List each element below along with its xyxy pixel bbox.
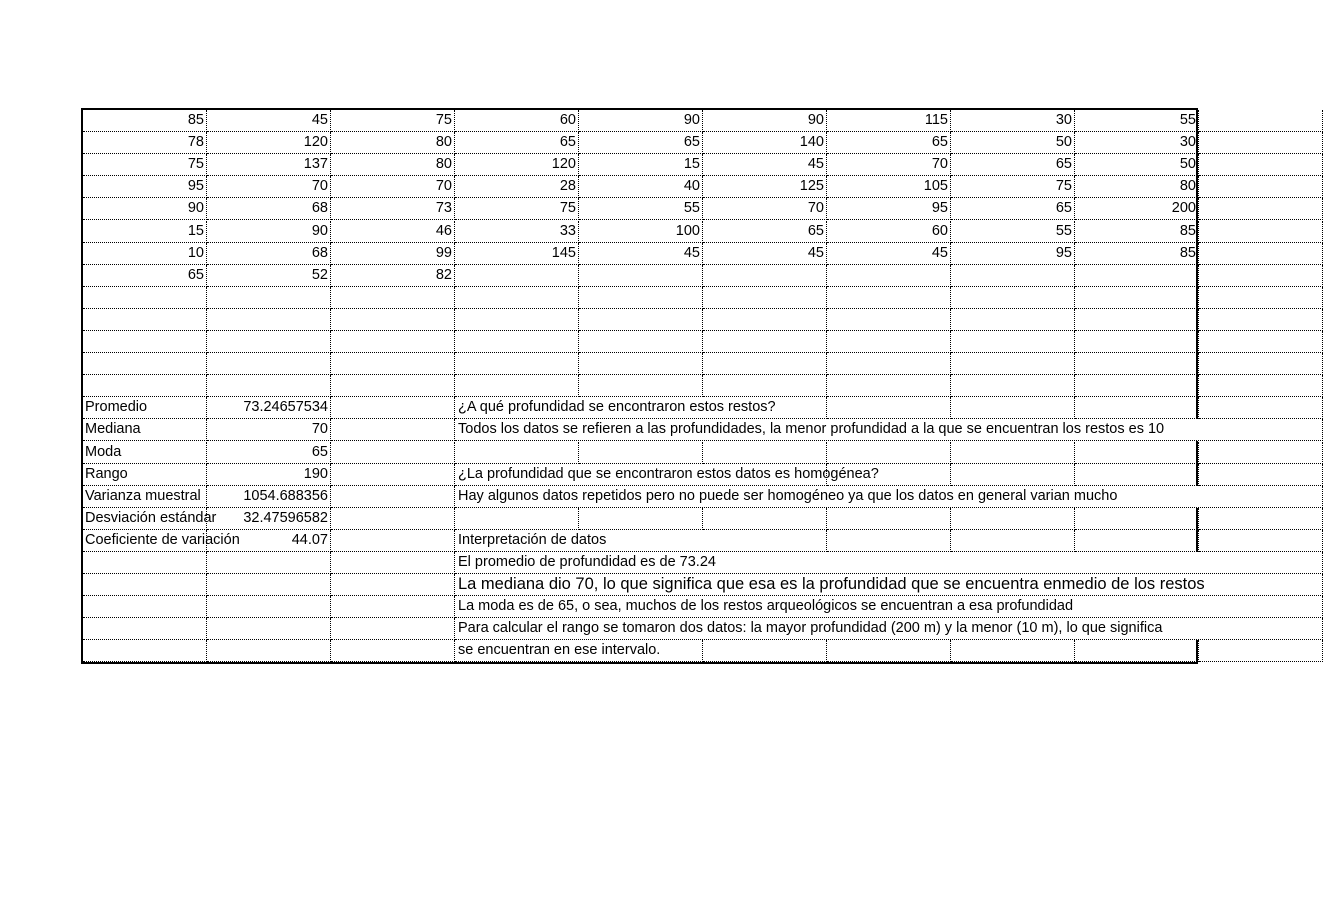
sheet-row xyxy=(83,154,1283,176)
sheet-cell[interactable] xyxy=(827,309,951,331)
sheet-row xyxy=(83,198,1283,220)
sheet-cell[interactable] xyxy=(1199,110,1323,132)
sheet-row xyxy=(83,309,1283,331)
sheet-cell[interactable] xyxy=(1199,287,1323,309)
sheet-cell[interactable] xyxy=(1199,243,1323,265)
depth-value-cell[interactable]: 10 xyxy=(83,243,207,265)
depth-value-cell[interactable]: 70 xyxy=(331,176,455,198)
stat-value-cell[interactable]: 73.24657534 xyxy=(207,397,331,419)
sheet-cell[interactable] xyxy=(703,353,827,375)
sheet-cell[interactable] xyxy=(207,309,331,331)
sheet-cell[interactable] xyxy=(207,574,331,596)
depth-value-cell[interactable]: 68 xyxy=(207,243,331,265)
depth-value-cell[interactable]: 137 xyxy=(207,154,331,176)
sheet-cell[interactable] xyxy=(951,640,1075,662)
sheet-cell[interactable] xyxy=(1199,574,1323,596)
depth-value-cell[interactable]: 95 xyxy=(951,243,1075,265)
sheet-cell[interactable] xyxy=(207,596,331,618)
sheet-cell[interactable] xyxy=(827,530,951,552)
sheet-cell[interactable] xyxy=(951,464,1075,486)
depth-value-cell[interactable]: 90 xyxy=(207,221,331,243)
stat-value-cell[interactable]: 44.07 xyxy=(207,530,331,552)
sheet-row xyxy=(83,640,1283,662)
sheet-cell[interactable] xyxy=(331,618,455,640)
sheet-cell[interactable] xyxy=(1075,442,1199,464)
sheet-cell[interactable] xyxy=(579,442,703,464)
sheet-cell[interactable] xyxy=(331,486,455,508)
sheet-cell[interactable] xyxy=(83,618,207,640)
depth-value-cell[interactable]: 80 xyxy=(331,154,455,176)
depth-value-cell[interactable]: 65 xyxy=(703,221,827,243)
note-text: ¿A qué profundidad se encontraron estos restos? xyxy=(455,397,827,419)
sheet-cell[interactable] xyxy=(1075,309,1199,331)
sheet-cell[interactable] xyxy=(455,309,579,331)
note-text: se encuentran en ese intervalo. xyxy=(455,640,703,662)
sheet-row xyxy=(83,508,1283,530)
depth-value-cell[interactable]: 70 xyxy=(827,154,951,176)
sheet-cell[interactable] xyxy=(83,309,207,331)
stat-value-cell[interactable]: 1054.688356 xyxy=(207,486,331,508)
sheet-row xyxy=(83,132,1283,154)
sheet-cell[interactable] xyxy=(1199,442,1323,464)
sheet-cell[interactable] xyxy=(331,464,455,486)
depth-value-cell[interactable]: 100 xyxy=(579,221,703,243)
depth-value-cell[interactable]: 55 xyxy=(951,221,1075,243)
sheet-cell[interactable] xyxy=(207,552,331,574)
depth-value-cell[interactable]: 75 xyxy=(83,154,207,176)
sheet-cell[interactable] xyxy=(331,419,455,441)
sheet-cell[interactable] xyxy=(827,331,951,353)
sheet-row xyxy=(83,353,1283,375)
sheet-cell[interactable] xyxy=(951,331,1075,353)
depth-value-cell[interactable]: 45 xyxy=(703,154,827,176)
depth-value-cell[interactable]: 30 xyxy=(1075,132,1199,154)
sheet-cell[interactable] xyxy=(1199,596,1323,618)
depth-value-cell[interactable]: 52 xyxy=(207,265,331,287)
depth-value-cell[interactable]: 200 xyxy=(1075,198,1199,220)
sheet-row xyxy=(83,265,1283,287)
depth-value-cell[interactable]: 65 xyxy=(951,154,1075,176)
sheet-row xyxy=(83,486,1283,508)
depth-value-cell[interactable] xyxy=(951,265,1075,287)
depth-value-cell[interactable]: 28 xyxy=(455,176,579,198)
sheet-cell[interactable] xyxy=(331,287,455,309)
sheet-cell[interactable] xyxy=(331,375,455,397)
sheet-cell[interactable] xyxy=(1199,640,1323,662)
sheet-row xyxy=(83,221,1283,243)
depth-value-cell[interactable]: 95 xyxy=(83,176,207,198)
sheet-cell[interactable] xyxy=(703,640,827,662)
sheet-row xyxy=(83,243,1283,265)
depth-value-cell[interactable]: 90 xyxy=(83,198,207,220)
sheet-cell[interactable] xyxy=(1075,530,1199,552)
sheet-cell[interactable] xyxy=(579,331,703,353)
sheet-cell[interactable] xyxy=(951,287,1075,309)
sheet-cell[interactable] xyxy=(579,309,703,331)
depth-value-cell[interactable]: 65 xyxy=(83,265,207,287)
depth-value-cell[interactable]: 15 xyxy=(83,221,207,243)
depth-value-cell[interactable]: 99 xyxy=(331,243,455,265)
sheet-cell[interactable] xyxy=(1075,375,1199,397)
spreadsheet xyxy=(81,108,1205,664)
sheet-cell[interactable] xyxy=(1199,397,1323,419)
depth-value-cell[interactable]: 140 xyxy=(703,132,827,154)
sheet-cell[interactable] xyxy=(1199,132,1323,154)
depth-value-cell[interactable]: 50 xyxy=(1075,154,1199,176)
depth-value-cell[interactable]: 55 xyxy=(1075,110,1199,132)
depth-value-cell[interactable] xyxy=(455,265,579,287)
depth-value-cell[interactable] xyxy=(1075,265,1199,287)
sheet-cell[interactable] xyxy=(951,442,1075,464)
sheet-cell[interactable] xyxy=(827,640,951,662)
sheet-cell[interactable] xyxy=(455,442,579,464)
sheet-cell[interactable] xyxy=(83,353,207,375)
note-text: La moda es de 65, o sea, muchos de los restos arqueológicos se encuentran a esa profundidad xyxy=(455,596,1215,618)
note-text: La mediana dio 70, lo que significa que esa es la profundidad que se encuentra enmedio de los restos xyxy=(455,574,1215,596)
depth-value-cell[interactable]: 90 xyxy=(579,110,703,132)
depth-value-cell[interactable]: 15 xyxy=(579,154,703,176)
sheet-cell[interactable] xyxy=(951,530,1075,552)
depth-value-cell[interactable]: 65 xyxy=(579,132,703,154)
stat-label-cell[interactable]: Mediana xyxy=(83,419,207,441)
depth-value-cell[interactable]: 68 xyxy=(207,198,331,220)
stat-label-cell[interactable]: Rango xyxy=(83,464,207,486)
sheet-cell[interactable] xyxy=(1199,353,1323,375)
sheet-cell[interactable] xyxy=(827,397,951,419)
sheet-cell[interactable] xyxy=(331,508,455,530)
depth-value-cell[interactable]: 70 xyxy=(703,198,827,220)
sheet-cell[interactable] xyxy=(703,331,827,353)
depth-value-cell[interactable]: 95 xyxy=(827,198,951,220)
sheet-cell[interactable] xyxy=(703,375,827,397)
depth-value-cell[interactable]: 45 xyxy=(207,110,331,132)
sheet-cell[interactable] xyxy=(703,508,827,530)
depth-value-cell[interactable]: 75 xyxy=(455,198,579,220)
sheet-cell[interactable] xyxy=(83,574,207,596)
depth-value-cell[interactable]: 120 xyxy=(207,132,331,154)
sheet-cell[interactable] xyxy=(827,375,951,397)
sheet-cell[interactable] xyxy=(1199,486,1323,508)
depth-value-cell[interactable]: 115 xyxy=(827,110,951,132)
sheet-cell[interactable] xyxy=(1199,265,1323,287)
sheet-row xyxy=(83,442,1283,464)
note-text: Interpretación de datos xyxy=(455,530,827,552)
sheet-cell[interactable] xyxy=(455,508,579,530)
sheet-cell[interactable] xyxy=(331,574,455,596)
depth-value-cell[interactable]: 65 xyxy=(455,132,579,154)
sheet-row xyxy=(83,552,1283,574)
sheet-cell[interactable] xyxy=(1199,221,1323,243)
sheet-cell[interactable] xyxy=(331,353,455,375)
depth-value-cell[interactable]: 105 xyxy=(827,176,951,198)
depth-value-cell[interactable]: 80 xyxy=(1075,176,1199,198)
depth-value-cell[interactable]: 73 xyxy=(331,198,455,220)
stat-label-cell[interactable]: Coeficiente de variación xyxy=(83,530,207,552)
sheet-cell[interactable] xyxy=(1199,530,1323,552)
depth-value-cell[interactable]: 65 xyxy=(827,132,951,154)
sheet-cell[interactable] xyxy=(83,640,207,662)
sheet-row xyxy=(83,596,1283,618)
sheet-cell[interactable] xyxy=(207,375,331,397)
depth-value-cell[interactable] xyxy=(703,265,827,287)
sheet-cell[interactable] xyxy=(1075,508,1199,530)
sheet-row xyxy=(83,464,1283,486)
depth-value-cell[interactable]: 85 xyxy=(1075,221,1199,243)
sheet-cell[interactable] xyxy=(827,287,951,309)
depth-value-cell[interactable]: 125 xyxy=(703,176,827,198)
sheet-row xyxy=(83,618,1283,640)
depth-value-cell[interactable]: 60 xyxy=(827,221,951,243)
sheet-cell[interactable] xyxy=(1075,397,1199,419)
sheet-cell[interactable] xyxy=(1199,464,1323,486)
sheet-cell[interactable] xyxy=(827,442,951,464)
sheet-cell[interactable] xyxy=(951,309,1075,331)
depth-value-cell[interactable] xyxy=(579,265,703,287)
depth-value-cell[interactable]: 70 xyxy=(207,176,331,198)
depth-value-cell[interactable]: 40 xyxy=(579,176,703,198)
sheet-cell[interactable] xyxy=(83,552,207,574)
sheet-cell[interactable] xyxy=(1199,331,1323,353)
note-text: ¿La profundidad que se encontraron estos datos es homogénea? xyxy=(455,464,827,486)
sheet-cell[interactable] xyxy=(83,331,207,353)
depth-value-cell[interactable]: 45 xyxy=(827,243,951,265)
sheet-cell[interactable] xyxy=(579,353,703,375)
depth-value-cell[interactable]: 33 xyxy=(455,221,579,243)
sheet-cell[interactable] xyxy=(1199,176,1323,198)
sheet-cell[interactable] xyxy=(455,375,579,397)
sheet-cell[interactable] xyxy=(207,331,331,353)
depth-value-cell[interactable]: 78 xyxy=(83,132,207,154)
sheet-row xyxy=(83,110,1283,132)
sheet-row xyxy=(83,397,1283,419)
sheet-cell[interactable] xyxy=(703,287,827,309)
sheet-cell[interactable] xyxy=(951,397,1075,419)
depth-value-cell[interactable]: 80 xyxy=(331,132,455,154)
sheet-cell[interactable] xyxy=(1075,287,1199,309)
note-text: Todos los datos se refieren a las profundidades, la menor profundidad a la que se encuentran los restos es 10 xyxy=(455,419,1215,441)
sheet-cell[interactable] xyxy=(331,640,455,662)
sheet-cell[interactable] xyxy=(455,353,579,375)
sheet-cell[interactable] xyxy=(827,353,951,375)
stat-label-cell[interactable]: Promedio xyxy=(83,397,207,419)
sheet-cell[interactable] xyxy=(1199,154,1323,176)
sheet-cell[interactable] xyxy=(207,640,331,662)
sheet-cell[interactable] xyxy=(1199,375,1323,397)
sheet-cell[interactable] xyxy=(1075,464,1199,486)
sheet-cell[interactable] xyxy=(331,309,455,331)
depth-value-cell[interactable]: 55 xyxy=(579,198,703,220)
depth-value-cell[interactable] xyxy=(827,265,951,287)
depth-value-cell[interactable]: 85 xyxy=(1075,243,1199,265)
stat-value-cell[interactable]: 32.47596582 xyxy=(207,508,331,530)
sheet-cell[interactable] xyxy=(579,508,703,530)
stat-value-cell[interactable]: 65 xyxy=(207,442,331,464)
sheet-cell[interactable] xyxy=(455,331,579,353)
sheet-cell[interactable] xyxy=(1075,331,1199,353)
sheet-cell[interactable] xyxy=(83,375,207,397)
sheet-row xyxy=(83,574,1283,596)
stat-value-cell[interactable]: 70 xyxy=(207,419,331,441)
sheet-cell[interactable] xyxy=(1199,309,1323,331)
depth-value-cell[interactable]: 85 xyxy=(83,110,207,132)
stat-value-cell[interactable]: 190 xyxy=(207,464,331,486)
sheet-cell[interactable] xyxy=(951,353,1075,375)
sheet-cell[interactable] xyxy=(207,353,331,375)
sheet-cell[interactable] xyxy=(579,287,703,309)
sheet-cell[interactable] xyxy=(951,508,1075,530)
sheet-cell[interactable] xyxy=(83,596,207,618)
sheet-cell[interactable] xyxy=(1075,353,1199,375)
depth-value-cell[interactable]: 120 xyxy=(455,154,579,176)
sheet-cell[interactable] xyxy=(331,442,455,464)
depth-value-cell[interactable]: 50 xyxy=(951,132,1075,154)
note-text: Hay algunos datos repetidos pero no puede ser homogéneo ya que los datos en general varian mucho xyxy=(455,486,1215,508)
sheet-cell[interactable] xyxy=(1199,552,1323,574)
sheet-cell[interactable] xyxy=(207,287,331,309)
sheet-cell[interactable] xyxy=(827,508,951,530)
depth-value-cell[interactable]: 82 xyxy=(331,265,455,287)
sheet-cell[interactable] xyxy=(1199,419,1323,441)
sheet-cell[interactable] xyxy=(951,375,1075,397)
note-text: El promedio de profundidad es de 73.24 xyxy=(455,552,1215,574)
note-text: Para calcular el rango se tomaron dos datos: la mayor profundidad (200 m) y la menor (10 m), lo que significa xyxy=(455,618,1215,640)
sheet-cell[interactable] xyxy=(703,309,827,331)
sheet-cell[interactable] xyxy=(83,287,207,309)
sheet-cell[interactable] xyxy=(1199,618,1323,640)
sheet-cell[interactable] xyxy=(331,331,455,353)
sheet-cell[interactable] xyxy=(1199,198,1323,220)
depth-value-cell[interactable]: 60 xyxy=(455,110,579,132)
sheet-row xyxy=(83,176,1283,198)
depth-value-cell[interactable]: 145 xyxy=(455,243,579,265)
sheet-cell[interactable] xyxy=(331,552,455,574)
sheet-cell[interactable] xyxy=(331,530,455,552)
sheet-cell[interactable] xyxy=(579,375,703,397)
sheet-cell[interactable] xyxy=(455,287,579,309)
stat-label-cell[interactable]: Varianza muestral xyxy=(83,486,207,508)
depth-value-cell[interactable]: 65 xyxy=(951,198,1075,220)
sheet-cell[interactable] xyxy=(1199,508,1323,530)
sheet-cell[interactable] xyxy=(331,397,455,419)
depth-value-cell[interactable]: 75 xyxy=(951,176,1075,198)
sheet-row xyxy=(83,331,1283,353)
sheet-cell[interactable] xyxy=(703,442,827,464)
depth-value-cell[interactable]: 46 xyxy=(331,221,455,243)
stat-label-cell[interactable]: Desviación estándar xyxy=(83,508,207,530)
depth-value-cell[interactable]: 90 xyxy=(703,110,827,132)
depth-value-cell[interactable]: 75 xyxy=(331,110,455,132)
sheet-row xyxy=(83,419,1283,441)
sheet-cell[interactable] xyxy=(207,618,331,640)
sheet-row xyxy=(83,375,1283,397)
sheet-cell[interactable] xyxy=(331,596,455,618)
stat-label-cell[interactable]: Moda xyxy=(83,442,207,464)
depth-value-cell[interactable]: 45 xyxy=(579,243,703,265)
sheet-row xyxy=(83,287,1283,309)
sheet-cell[interactable] xyxy=(1075,640,1199,662)
sheet-row xyxy=(83,530,1283,552)
depth-value-cell[interactable]: 30 xyxy=(951,110,1075,132)
depth-value-cell[interactable]: 45 xyxy=(703,243,827,265)
